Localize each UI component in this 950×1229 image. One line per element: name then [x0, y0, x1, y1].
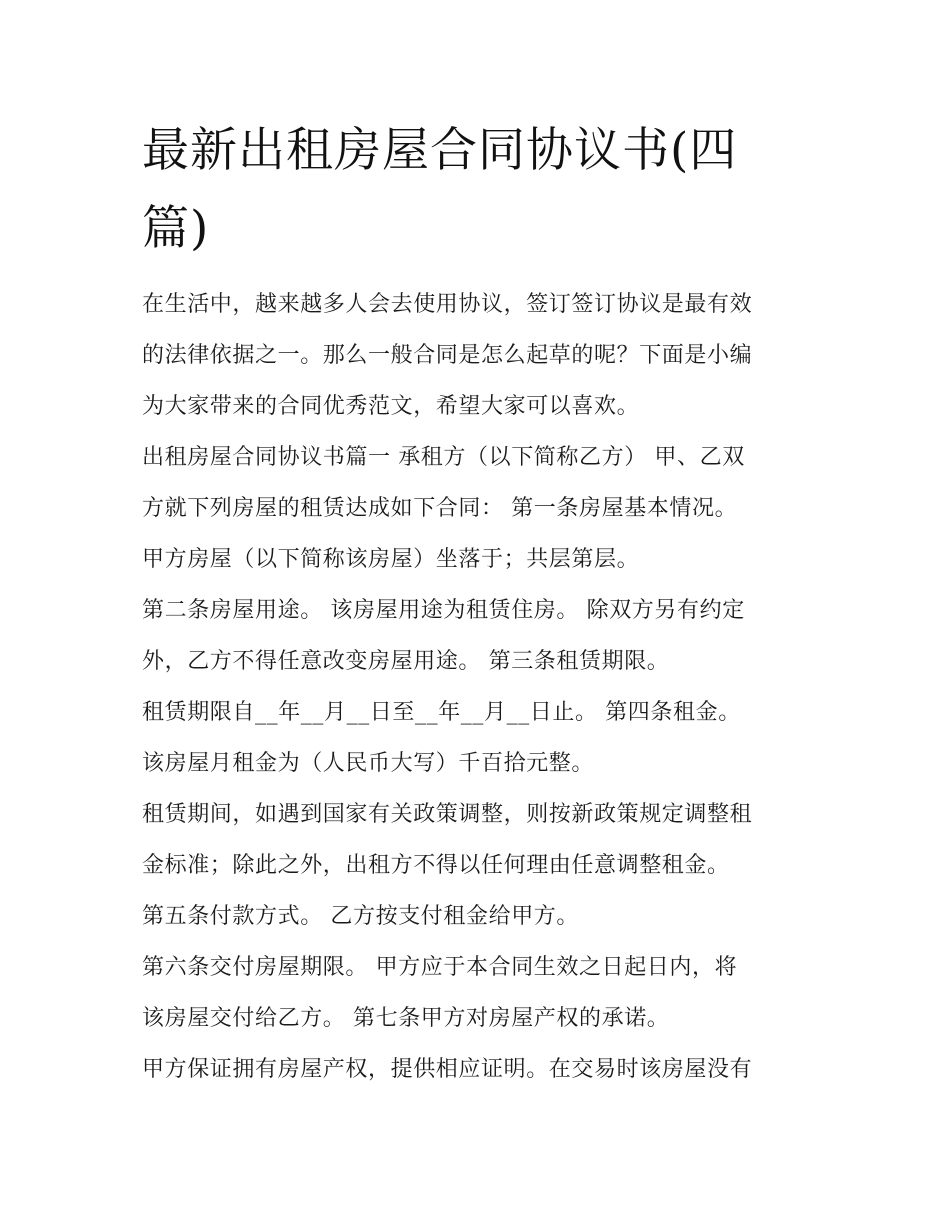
- document-title: [142, 112, 782, 268]
- text-line: 第二条房屋用途。 该房屋用途为租赁住房。 除双方另有约定: [142, 598, 745, 623]
- text-line: 该房屋交付给乙方。 第七条甲方对房屋产权的承诺。: [142, 1006, 670, 1031]
- text-line: 的法律依据之一。那么一般合同是怎么起草的呢？下面是小编: [142, 343, 753, 368]
- document-title-line-1: 最新出租房屋合同协议书(四: [142, 123, 738, 178]
- document-title-line-2: 篇): [142, 201, 210, 256]
- text-line: 第五条付款方式。 乙方按支付租金给甲方。: [142, 904, 579, 929]
- text-line: 租赁期限自__年__月__日至__年__月__日止。 第四条租金。: [142, 700, 741, 725]
- text-line: 甲方房屋（以下简称该房屋）坐落于；共层第层。: [142, 547, 640, 572]
- text-line: 该房屋月租金为（人民币大写）千百拾元整。: [142, 751, 595, 776]
- text-line: 在生活中，越来越多人会去使用协议，签订签订协议是最有效: [142, 292, 753, 317]
- text-line: 出租房屋合同协议书篇一 承租方（以下简称乙方） 甲、乙双: [142, 445, 745, 470]
- document-body: [142, 279, 832, 1095]
- text-line: 租赁期间，如遇到国家有关政策调整，则按新政策规定调整租: [142, 802, 753, 827]
- text-line: 方就下列房屋的租赁达成如下合同： 第一条房屋基本情况。: [142, 496, 738, 521]
- text-line: 为大家带来的合同优秀范文，希望大家可以喜欢。: [142, 394, 640, 419]
- text-line: 外，乙方不得任意改变房屋用途。 第三条租赁期限。: [142, 649, 670, 674]
- text-line: 金标准；除此之外，出租方不得以任何理由任意调整租金。: [142, 853, 730, 878]
- text-line: 甲方保证拥有房屋产权，提供相应证明。在交易时该房屋没有: [142, 1057, 753, 1082]
- text-line: 第六条交付房屋期限。 甲方应于本合同生效之日起日内，将: [142, 955, 738, 980]
